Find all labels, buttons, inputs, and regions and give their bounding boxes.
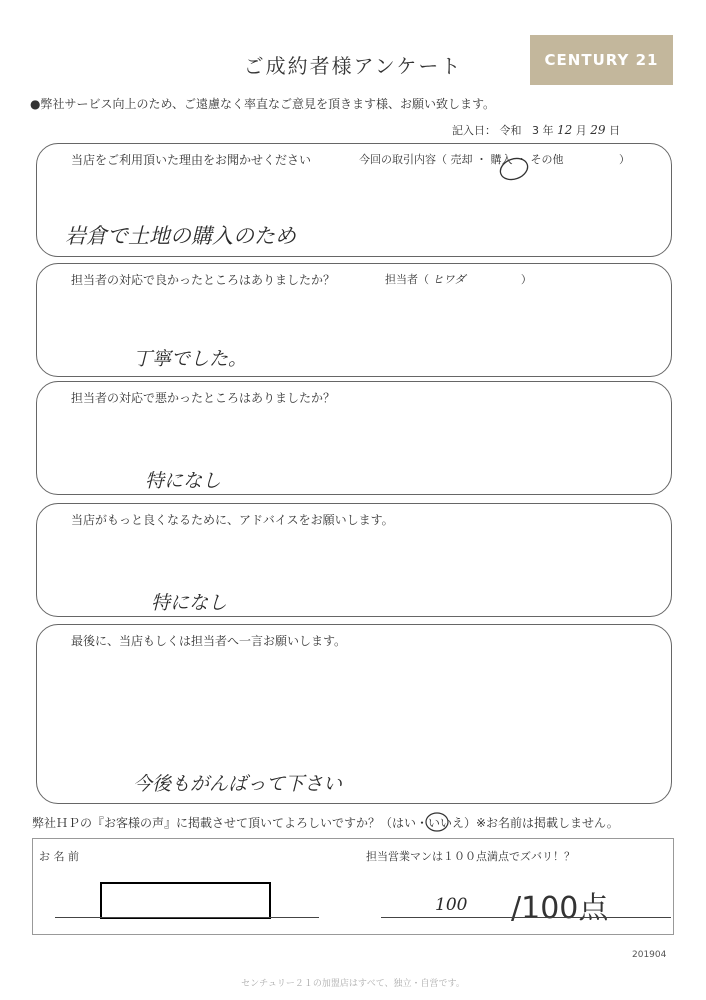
answer-handwritten: 特になし bbox=[145, 470, 222, 492]
staff-name-field: 担当者（ ヒワダ ） bbox=[385, 273, 532, 286]
page-title: ご成約者様アンケート bbox=[243, 54, 463, 78]
date-day-handwritten: 29 bbox=[590, 123, 606, 137]
footer-note: センチュリー２１の加盟店はすべて、独立・自営です。 bbox=[241, 979, 465, 989]
answer-handwritten: 特になし bbox=[151, 592, 228, 614]
staff-name-handwritten: ヒワダ bbox=[432, 273, 466, 286]
transaction-type-field: 今回の取引内容（ 売却 ・ 購入 ・ その他 ） bbox=[359, 153, 630, 166]
question-label: 最後に、当店もしくは担当者へ一言お願いします。 bbox=[71, 634, 347, 648]
survey-section-message bbox=[36, 624, 672, 804]
score-max-label: /100点 bbox=[511, 891, 609, 926]
score-handwritten: 100 bbox=[435, 895, 468, 915]
form-code: 201904 bbox=[632, 950, 667, 960]
purchase-circle-mark bbox=[496, 155, 536, 185]
survey-section-good-points bbox=[36, 263, 672, 377]
question-label: 担当者の対応で良かったところはありましたか？ bbox=[71, 273, 336, 287]
publish-consent-question: 弊社ＨＰの『お客様の声』に掲載させて頂いてよろしいですか？（はい・いいえ）※お名前は掲載しません。 bbox=[32, 816, 619, 830]
name-label: お 名 前 bbox=[39, 850, 79, 863]
answer-handwritten: 今後もがんばって下さい bbox=[133, 773, 343, 795]
name-and-score-panel bbox=[32, 838, 674, 935]
answer-handwritten: 丁寧でした。 bbox=[133, 348, 248, 370]
score-question: 担当営業マンは１００点満点でズバリ！？ bbox=[366, 850, 575, 863]
date-month-handwritten: 12 bbox=[557, 123, 573, 137]
name-underline bbox=[55, 917, 319, 918]
survey-section-reason bbox=[36, 143, 672, 257]
survey-section-bad-points bbox=[36, 381, 672, 495]
survey-section-advice bbox=[36, 503, 672, 617]
question-label: 当店がもっと良くなるために、アドバイスをお願いします。 bbox=[71, 513, 394, 527]
answer-handwritten: 岩倉で土地の購入のため bbox=[65, 224, 296, 248]
question-label: 当店をご利用頂いた理由をお聞かせください bbox=[71, 153, 312, 167]
score-underline bbox=[381, 917, 671, 918]
entry-date: 記入日： 令和 3 年 12 月 29 日 bbox=[452, 123, 621, 137]
yes-circle-mark bbox=[422, 810, 452, 834]
intro-text: ●弊社サービス向上のため、ご遠慮なく率直なご意見を頂きます様、お願い致します。 bbox=[30, 97, 496, 111]
name-redaction-box bbox=[100, 882, 271, 919]
question-label: 担当者の対応で悪かったところはありましたか？ bbox=[71, 391, 336, 405]
brand-logo: CENTURY 21 bbox=[530, 35, 673, 85]
